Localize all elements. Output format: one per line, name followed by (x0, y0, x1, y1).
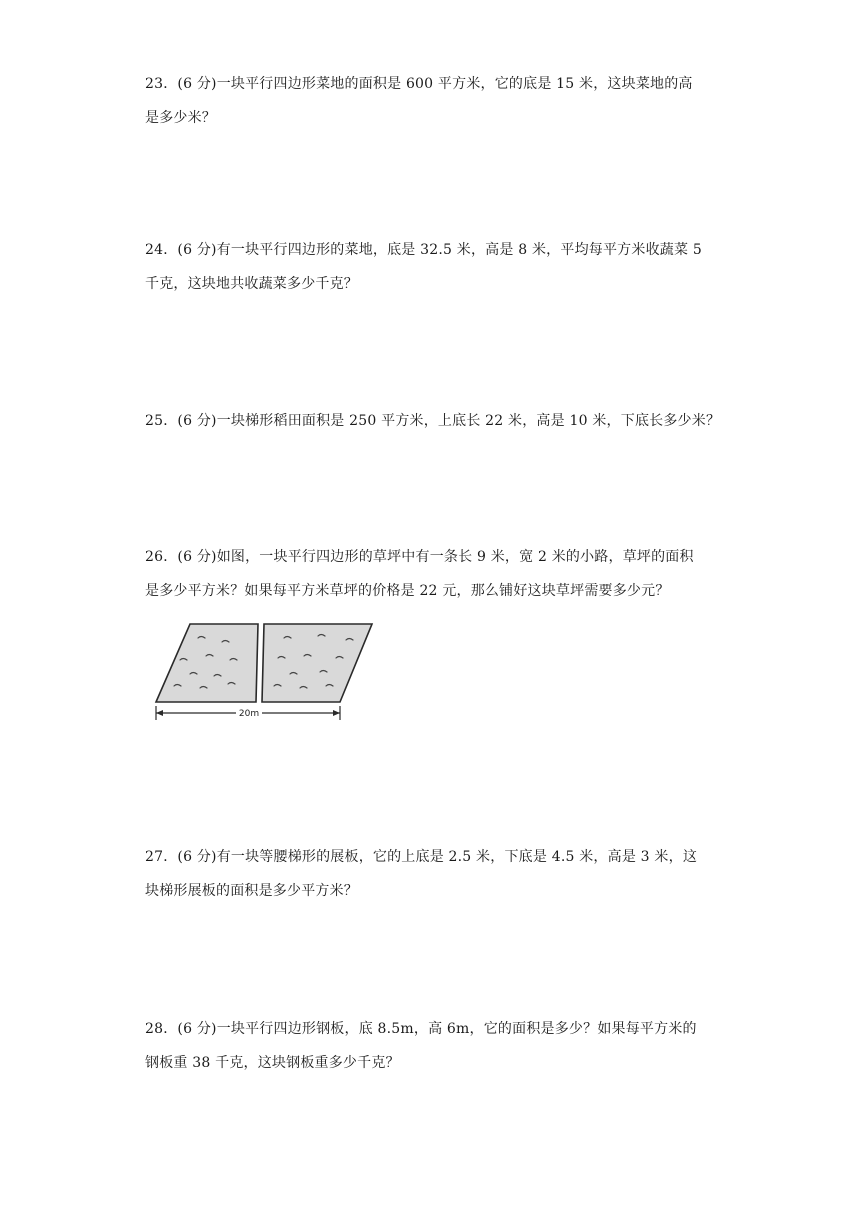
question-24-line-2: 千克，这块地共收蔬菜多少千克？ (145, 276, 358, 292)
question-23-line-1: 23．(6 分)一块平行四边形菜地的面积是 600 平方米，它的底是 15 米，这块菜地的高 (145, 76, 693, 92)
lawn-parallelogram-figure (150, 616, 382, 728)
question-24 (145, 233, 725, 301)
lawn-figure-svg (150, 616, 382, 728)
question-27-line-1: 27．(6 分)有一块等腰梯形的展板，它的上底是 2.5 米，下底是 4.5 米，高是 3 米，这 (145, 849, 698, 865)
lawn-right-piece (262, 624, 372, 702)
dimension-arrow-left (156, 710, 163, 716)
question-28 (145, 1012, 725, 1080)
question-26-line-2: 是多少平方米？如果每平方米草坪的价格是 22 元，那么铺好这块草坪需要多少元？ (145, 583, 670, 599)
question-23 (145, 67, 725, 135)
question-26 (145, 540, 725, 608)
dimension-label: 20m (238, 709, 260, 719)
question-25-line-1: 25．(6 分)一块梯形稻田面积是 250 平方米，上底长 22 米，高是 10 米，下底长多少米？ (145, 413, 721, 429)
question-24-line-1: 24．(6 分)有一块平行四边形的菜地，底是 32.5 米，高是 8 米，平均每平方米收蔬菜 5 (145, 242, 702, 258)
dimension-arrow-right (333, 710, 340, 716)
question-25 (145, 404, 725, 438)
question-27 (145, 840, 725, 908)
question-28-line-1: 28．(6 分)一块平行四边形钢板，底 8.5m，高 6m，它的面积是多少？如果每平方米的 (145, 1021, 697, 1037)
question-26-line-1: 26．(6 分)如图，一块平行四边形的草坪中有一条长 9 米，宽 2 米的小路，草坪的面积 (145, 549, 694, 565)
question-27-line-2: 块梯形展板的面积是多少平方米？ (145, 883, 358, 899)
question-28-line-2: 钢板重 38 千克，这块钢板重多少千克？ (145, 1055, 400, 1071)
lawn-left-piece (156, 624, 258, 702)
question-23-line-2: 是多少米？ (145, 110, 216, 126)
